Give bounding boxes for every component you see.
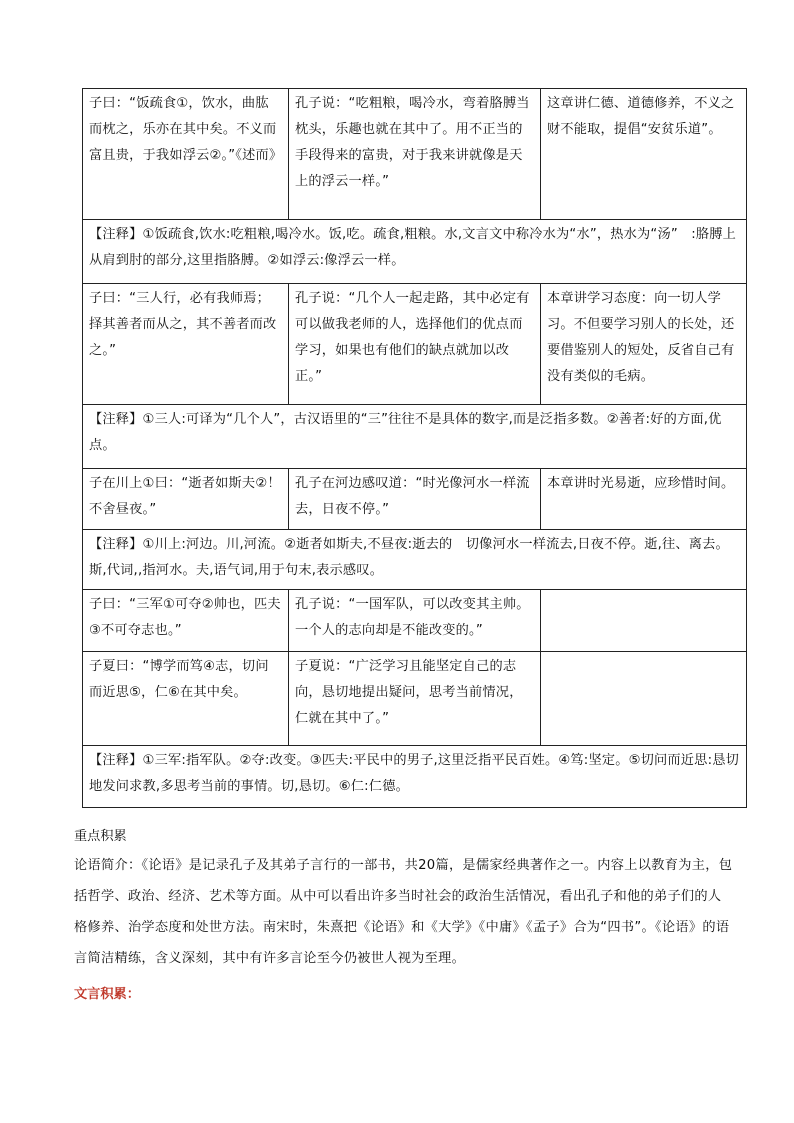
translation-text: 子夏说：“广泛学习且能坚定自己的志向，恳切地提出疑问，思考当前情况，仁就在其中了。” xyxy=(289,652,541,746)
translation-text: 孔子说：“一国军队，可以改变其主帅。一个人的志向却是不能改变的。” xyxy=(289,590,541,652)
annotation-note: 【注释】①三人:可译为“几个人”，古汉语里的“三”往往不是具体的数字,而是泛指多数。②善者:好的方面,优点。 xyxy=(83,405,747,469)
table-row xyxy=(83,469,747,530)
commentary-text: 本章讲时光易逝，应珍惜时间。 xyxy=(541,469,747,530)
translation-text: 孔子在河边感叹道：“时光像河水一样流去，日夜不停。” xyxy=(289,469,541,530)
commentary-text: 这章讲仁德、道德修养，不义之财不能取，提倡“安贫乐道”。 xyxy=(541,89,747,220)
original-text: 子曰：“三人行，必有我师焉；择其善者而从之，其不善者而改之。” xyxy=(83,284,289,405)
original-text: 子在川上①曰：“逝者如斯夫②！不舍昼夜。” xyxy=(83,469,289,530)
original-text: 子曰：“饭疏食①，饮水，曲肱而枕之，乐亦在其中矣。不义而富且贵，于我如浮云②。”《述而》 xyxy=(83,89,289,220)
table-row xyxy=(83,284,747,405)
annotation-note: 【注释】①饭疏食,饮水:吃粗粮,喝冷水。饭,吃。疏食,粗粮。水,文言文中称冷水为“水”，热水为“汤” :胳膊上从肩到肘的部分,这里指胳膊。②如浮云:像浮云一样。 xyxy=(83,220,747,284)
annotation-note: 【注释】①三军:指军队。②夺:改变。③匹夫:平民中的男子,这里泛指平民百姓。④笃:坚定。⑤切问而近思:恳切地发问求教,多思考当前的事情。切,恳切。⑥仁:仁德。 xyxy=(83,746,747,808)
table-row xyxy=(83,530,747,590)
analects-table xyxy=(82,88,747,808)
original-text: 子夏曰：“博学而笃④志，切问而近思⑤，仁⑥在其中矣。 xyxy=(83,652,289,746)
intro-paragraph: 论语简介：《论语》是记录孔子及其弟子言行的一部书，共20篇，是儒家经典著作之一。内容上以教育为主，包括哲学、政治、经济、艺术等方面。从中可以看出许多当时社会的政治生活情况，看出孔子和他的弟子们的人格修养、治学态度和处世方法。南宋时，朱熹把《论语》和《大学》《中庸》《孟子》合为“四书”。《论语》的语言简洁精练，含义深刻，其中有许多言论至今仍被世人视为至理。 xyxy=(74,858,733,966)
section-title: 重点积累 xyxy=(74,829,127,844)
table-row xyxy=(83,746,747,808)
commentary-text xyxy=(541,590,747,652)
table-row xyxy=(83,220,747,284)
table-row xyxy=(83,590,747,652)
sub-title: 文言积累： xyxy=(74,987,140,1002)
original-text: 子曰：“三军①可夺②帅也，匹夫③不可夺志也。” xyxy=(83,590,289,652)
annotation-note: 【注释】①川上:河边。川,河流。②逝者如斯夫,不昼夜:逝去的 切像河水一样流去,日夜不停。逝,往、离去。斯,代词,,指河水。夫,语气词,用于句末,表示感叹。 xyxy=(83,530,747,590)
commentary-text xyxy=(541,652,747,746)
table-row xyxy=(83,405,747,469)
translation-text: 孔子说：“几个人一起走路，其中必定有可以做我老师的人，选择他们的优点而学习，如果也有他们的缺点就加以改正。” xyxy=(289,284,541,405)
translation-text: 孔子说：“吃粗粮，喝冷水，弯着胳膊当枕头，乐趣也就在其中了。用不正当的手段得来的富贵，对于我来讲就像是天上的浮云一样。” xyxy=(289,89,541,220)
commentary-text: 本章讲学习态度：向一切人学习。不但要学习别人的长处，还要借鉴别人的短处，反省自己有没有类似的毛病。 xyxy=(541,284,747,405)
table-row xyxy=(83,89,747,220)
table-row xyxy=(83,652,747,746)
